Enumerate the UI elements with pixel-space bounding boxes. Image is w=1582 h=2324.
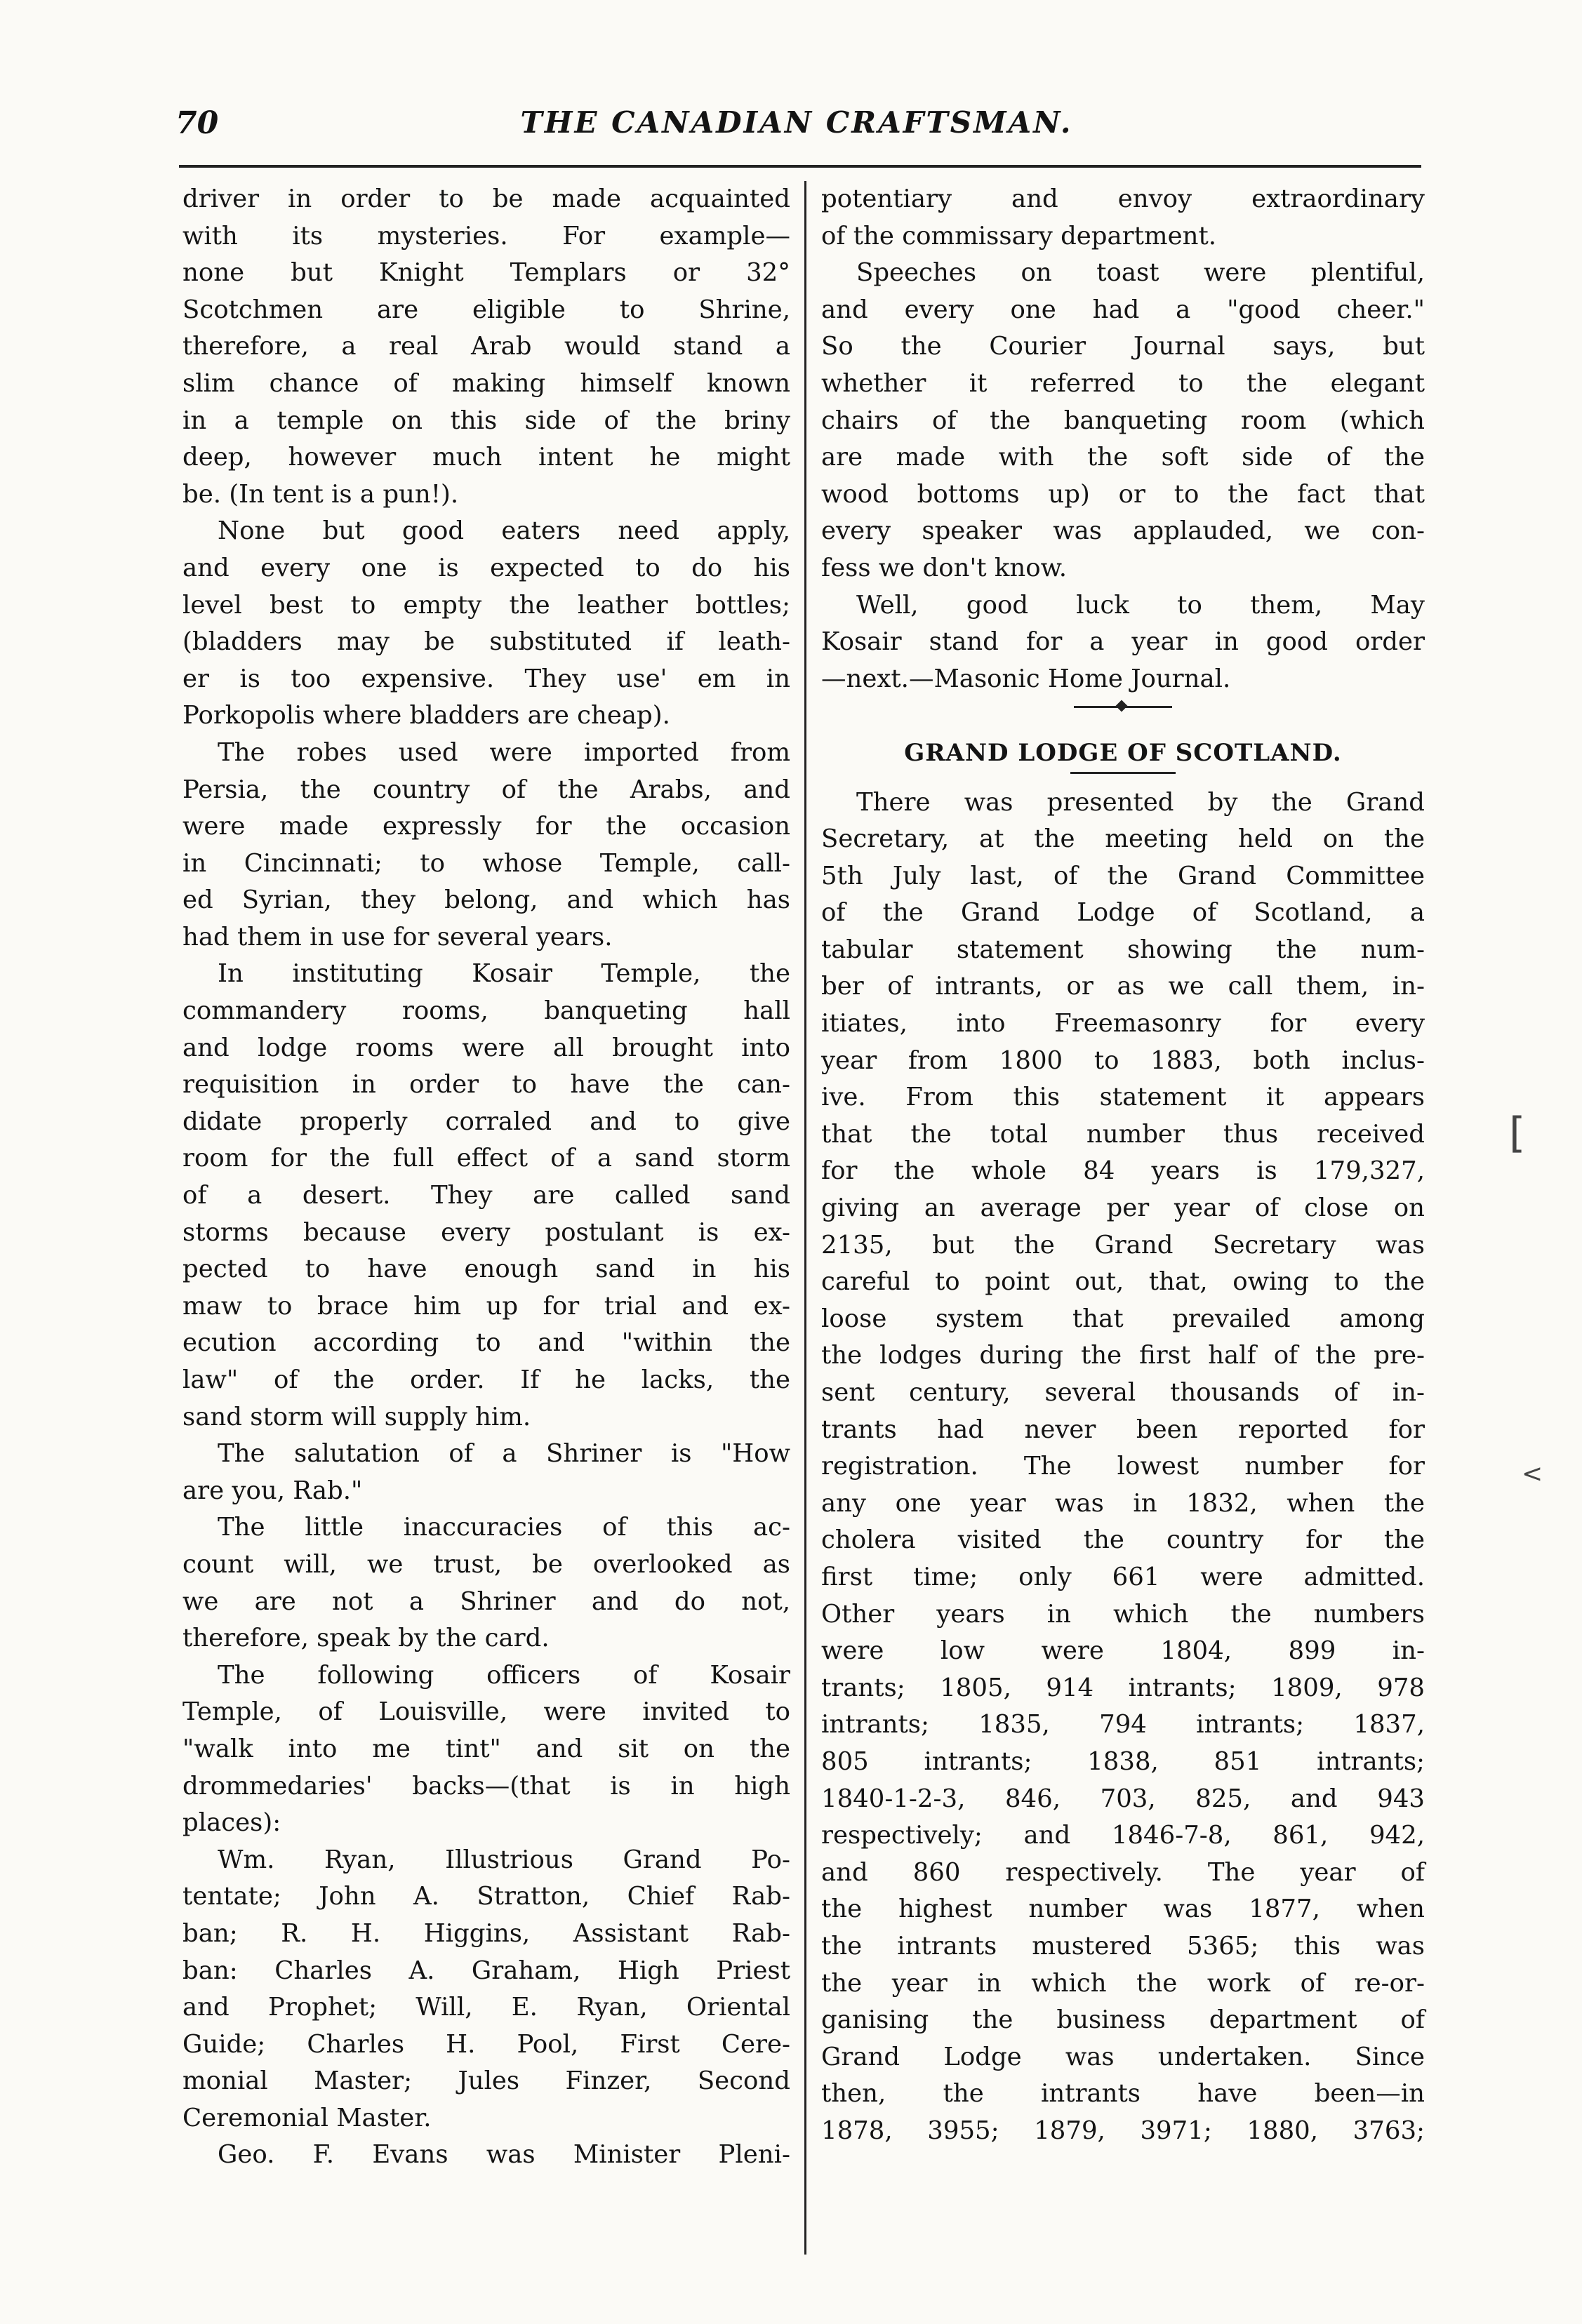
text-line: wood bottoms up) or to the fact that — [821, 479, 1425, 509]
text-line: we are not a Shriner and do not, — [182, 1587, 790, 1616]
text-line: of the Grand Lodge of Scotland, a — [821, 898, 1425, 928]
text-line: 5th July last, of the Grand Committee — [821, 861, 1425, 890]
margin-bracket-mark: [ — [1509, 1109, 1526, 1158]
text-line: every speaker was applauded, we con- — [821, 516, 1425, 546]
text-line: tentate; John A. Stratton, Chief Rab- — [182, 1882, 790, 1911]
text-line: driver in order to be made acquainted — [182, 185, 790, 213]
text-line: The following officers of Kosair — [218, 1660, 790, 1690]
text-line: ganising the business department of — [821, 2005, 1425, 2035]
text-line: Speeches on toast were plentiful, — [856, 258, 1425, 288]
page-number: 70 — [175, 105, 219, 141]
text-line: trants had never been reported for — [821, 1415, 1425, 1444]
text-line: first time; only 661 were admitted. — [821, 1562, 1425, 1591]
page-header — [175, 105, 1418, 154]
left-column — [182, 181, 790, 2174]
text-line: Kosair stand for a year in good order — [821, 627, 1425, 657]
text-line: giving an average per year of close on — [821, 1194, 1425, 1223]
running-head: THE CANADIAN CRAFTSMAN. — [520, 105, 1073, 140]
text-line: registration. The lowest number for — [821, 1452, 1425, 1481]
text-line: The salutation of a Shriner is "How — [218, 1439, 790, 1469]
text-line: Temple, of Louisville, were invited to — [182, 1697, 790, 1727]
text-line: loose system that prevailed among — [821, 1304, 1425, 1333]
text-line: "walk into me tint" and sit on the — [182, 1734, 790, 1763]
text-line: with its mysteries. For example— — [182, 221, 790, 251]
text-line: The robes used were imported from — [218, 737, 790, 767]
text-line: any one year was in 1832, when the — [821, 1488, 1425, 1518]
text-line: were made expressly for the occasion — [182, 812, 790, 841]
text-line: cholera visited the country for the — [821, 1525, 1425, 1555]
separator-diamond — [1116, 700, 1128, 712]
header-rule — [179, 165, 1421, 168]
text-line: Wm. Ryan, Illustrious Grand Po- — [218, 1845, 790, 1874]
text-line: are you, Rab." — [182, 1476, 363, 1505]
text-line: ban: Charles A. Graham, High Priest — [182, 1956, 790, 1985]
text-line: didate properly corraled and to give — [182, 1107, 790, 1136]
text-line: Scotchmen are eligible to Shrine, — [182, 295, 790, 324]
text-line: room for the full effect of a sand storm — [182, 1144, 790, 1173]
text-line: 1878, 3955; 1879, 3971; 1880, 3763; — [821, 2116, 1425, 2145]
text-line: year from 1800 to 1883, both inclus- — [821, 1046, 1425, 1075]
margin-arrow-mark: < — [1522, 1460, 1543, 1488]
right-column — [821, 181, 1425, 2149]
text-line: are made with the soft side of the — [821, 443, 1425, 472]
text-line: and Prophet; Will, E. Ryan, Oriental — [182, 1993, 790, 2022]
text-line: were low were 1804, 899 in- — [821, 1636, 1425, 1666]
text-line: be. (In tent is a pun!). — [182, 479, 459, 509]
right-column-top-text — [821, 181, 1425, 697]
text-line: (bladders may be substituted if leath- — [182, 627, 790, 657]
text-line: Well, good luck to them, May — [856, 590, 1425, 620]
text-line: 2135, but the Grand Secretary was — [821, 1230, 1425, 1260]
text-line: maw to brace him up for trial and ex- — [182, 1291, 790, 1321]
text-line: respectively; and 1846-7-8, 861, 942, — [821, 1821, 1425, 1850]
text-line: There was presented by the Grand — [856, 787, 1425, 817]
text-line: itiates, into Freemasonry for every — [821, 1009, 1425, 1039]
text-line: So the Courier Journal says, but — [821, 332, 1425, 361]
text-line: ban; R. H. Higgins, Assistant Rab- — [182, 1918, 790, 1948]
text-line: in a temple on this side of the briny — [182, 406, 790, 435]
text-line: ecution according to and "within the — [182, 1328, 790, 1358]
text-line: slim chance of making himself known — [182, 368, 790, 398]
text-line: Guide; Charles H. Pool, First Cere- — [182, 2029, 790, 2059]
text-line: the highest number was 1877, when — [821, 1895, 1425, 1924]
text-line: none but Knight Templars or 32° — [182, 258, 790, 288]
text-line: Secretary, at the meeting held on the — [821, 824, 1425, 854]
text-line: of a desert. They are called sand — [182, 1181, 790, 1210]
text-line: careful to point out, that, owing to the — [821, 1267, 1425, 1297]
text-line: whether it referred to the elegant — [821, 368, 1425, 398]
text-line: the year in which the work of re-or- — [821, 1968, 1425, 1998]
text-line: count will, we trust, be overlooked as — [182, 1549, 790, 1579]
text-line: Geo. F. Evans was Minister Pleni- — [218, 2140, 790, 2170]
text-line: had them in use for several years. — [182, 922, 613, 951]
text-line: —next.—Masonic Home Journal. — [821, 664, 1231, 693]
text-line: sent century, several thousands of in- — [821, 1378, 1425, 1407]
text-line: intrants; 1835, 794 intrants; 1837, — [821, 1710, 1425, 1739]
text-line: potentiary and envoy extraordinary — [821, 185, 1425, 213]
text-line: In instituting Kosair Temple, the — [218, 959, 790, 989]
text-line: ber of intrants, or as we call them, in- — [821, 972, 1425, 1001]
text-line: 1840-1-2-3, 846, 703, 825, and 943 — [821, 1784, 1425, 1813]
text-line: None but good eaters need apply, — [218, 516, 790, 546]
text-line: sand storm will supply him. — [182, 1402, 531, 1431]
text-line: Ceremonial Master. — [182, 2103, 432, 2132]
article-separator — [821, 697, 1425, 735]
text-line: in Cincinnati; to whose Temple, call- — [182, 848, 790, 878]
text-line: therefore, a real Arab would stand a — [182, 332, 790, 361]
text-line: chairs of the banqueting room (which — [821, 406, 1425, 435]
text-line: monial Master; Jules Finzer, Second — [182, 2066, 790, 2096]
text-line: the intrants mustered 5365; this was — [821, 1931, 1425, 1961]
text-line: deep, however much intent he might — [182, 443, 790, 472]
text-line: 805 intrants; 1838, 851 intrants; — [821, 1747, 1425, 1776]
text-line: ed Syrian, they belong, and which has — [182, 886, 790, 915]
text-line: Persia, the country of the Arabs, and — [182, 775, 790, 804]
text-line: storms because every postulant is ex- — [182, 1217, 790, 1247]
section-heading: GRAND LODGE OF SCOTLAND. — [904, 738, 1342, 767]
text-line: Grand Lodge was undertaken. Since — [821, 2042, 1425, 2071]
text-line: level best to empty the leather bottles; — [182, 590, 790, 620]
text-line: pected to have enough sand in his — [182, 1255, 790, 1284]
text-line: the lodges during the first half of the pre- — [821, 1341, 1425, 1370]
text-line: The little inaccuracies of this ac- — [218, 1513, 790, 1542]
text-line: ive. From this statement it appears — [821, 1083, 1425, 1112]
text-line: and every one had a "good cheer." — [821, 295, 1425, 324]
text-line: Porkopolis where bladders are cheap). — [182, 701, 670, 730]
right-column-bottom-text — [821, 784, 1425, 2150]
text-line: of the commissary department. — [821, 221, 1217, 251]
section-rule — [821, 772, 1425, 784]
text-line: therefore, speak by the card. — [182, 1624, 550, 1653]
text-line: fess we don't know. — [821, 553, 1068, 582]
text-line: law" of the order. If he lacks, the — [182, 1365, 790, 1394]
text-line: then, the intrants have been—in — [821, 2079, 1425, 2109]
text-line: and lodge rooms were all brought into — [182, 1033, 790, 1062]
text-line: that the total number thus received — [821, 1119, 1425, 1149]
text-line: commandery rooms, banqueting hall — [182, 996, 790, 1026]
text-line: and every one is expected to do his — [182, 553, 790, 582]
text-line: for the whole 84 years is 179,327, — [821, 1156, 1425, 1186]
text-line: and 860 respectively. The year of — [821, 1857, 1425, 1887]
column-divider — [804, 181, 806, 2255]
text-line: drommedaries' backs—(that is in high — [182, 1771, 790, 1801]
text-line: er is too expensive. They use' em in — [182, 664, 790, 693]
text-line: Other years in which the numbers — [821, 1599, 1425, 1629]
text-line: trants; 1805, 914 intrants; 1809, 978 — [821, 1673, 1425, 1702]
text-line: places): — [182, 1808, 281, 1838]
text-line: requisition in order to have the can- — [182, 1070, 790, 1100]
text-line: tabular statement showing the num- — [821, 935, 1425, 964]
